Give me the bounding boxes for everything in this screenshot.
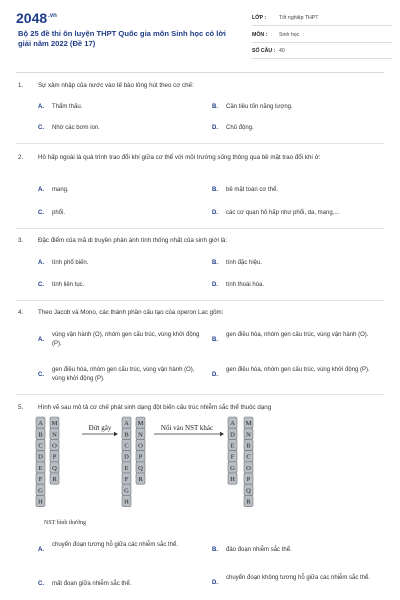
gene-label: F	[124, 476, 129, 484]
meta-subject	[252, 32, 299, 38]
gene-label: F	[230, 453, 235, 461]
question-number: 4.	[18, 309, 24, 316]
option-letter: B.	[212, 547, 218, 553]
gene-label: D	[38, 453, 43, 461]
option-letter: A.	[38, 187, 44, 193]
chromosome-2-result	[244, 417, 253, 507]
gene-label: G	[124, 487, 129, 495]
question-divider	[16, 300, 384, 301]
meta-subject-value: Sinh học	[279, 32, 300, 38]
option-text: vùng vận hành (O), nhóm gen cấu trúc, vùng khởi động (P).	[52, 332, 200, 347]
gene-label: Q	[246, 487, 251, 495]
option-b[interactable]	[212, 546, 382, 555]
option-c[interactable]	[38, 580, 198, 589]
gene-label: E	[230, 442, 235, 450]
logo-text: 2048	[16, 10, 48, 26]
option-letter: B.	[212, 187, 218, 193]
option-a[interactable]	[38, 331, 200, 349]
option-a[interactable]	[38, 541, 208, 559]
chromosome-2-normal	[50, 417, 59, 484]
option-letter: C.	[38, 372, 44, 378]
gene-label: B	[246, 442, 251, 450]
option-letter: B.	[212, 104, 218, 110]
gene-label: B	[38, 431, 43, 439]
gene-label: R	[138, 476, 143, 484]
gene-label: B	[124, 431, 129, 439]
gene-label: R	[246, 498, 251, 506]
option-a[interactable]	[38, 103, 198, 112]
option-text: tính phổ biến.	[52, 260, 89, 266]
gene-label: H	[124, 498, 129, 506]
page-title: Bộ 25 đề thi ôn luyện THPT Quốc gia môn Sinh học có lời giải năm 2022 (Đề 17)	[18, 29, 226, 48]
question-divider	[16, 394, 384, 395]
meta-count-value: 40	[279, 48, 285, 54]
option-text: phổi.	[52, 210, 66, 216]
diagram-caption: NST bình thường	[44, 520, 86, 526]
option-b[interactable]	[212, 259, 382, 268]
question-4	[18, 308, 388, 318]
question-1	[18, 81, 388, 91]
question-divider	[16, 143, 384, 144]
option-a[interactable]	[38, 259, 198, 268]
option-text: bề mặt toàn cơ thể.	[226, 187, 278, 193]
chromosome-diagram	[30, 414, 280, 530]
gene-label: N	[246, 431, 251, 439]
gene-label: M	[137, 420, 144, 428]
option-b[interactable]	[212, 103, 382, 112]
gene-label: C	[124, 442, 129, 450]
option-letter: A.	[38, 260, 44, 266]
option-d[interactable]	[212, 574, 387, 592]
gene-label: Q	[52, 464, 57, 472]
question-3	[18, 236, 388, 246]
gene-label: E	[38, 464, 43, 472]
option-text: tính thoái hóa.	[226, 282, 265, 288]
option-text: mang.	[52, 187, 69, 193]
option-letter: C.	[38, 282, 44, 288]
option-letter: D.	[212, 210, 218, 216]
question-text: Hình vẽ sau mô tả cơ chế phát sinh dạng đột biến cấu trúc nhiễm sắc thể thuộc dạng	[38, 404, 272, 411]
gene-label: D	[124, 453, 129, 461]
option-d[interactable]	[212, 124, 382, 133]
option-letter: C.	[38, 210, 44, 216]
meta-divider	[252, 42, 392, 43]
gene-label: G	[38, 487, 43, 495]
meta-class	[252, 15, 318, 21]
gene-label: P	[138, 453, 143, 461]
chromosome-1-broken	[122, 417, 131, 507]
gene-label: E	[124, 464, 129, 472]
gene-label: P	[246, 476, 251, 484]
gene-label: H	[38, 498, 43, 506]
option-letter: D.	[212, 125, 218, 131]
option-d[interactable]	[212, 209, 382, 218]
option-d[interactable]	[212, 281, 382, 290]
gene-label: C	[246, 453, 251, 461]
option-letter: A.	[38, 337, 44, 343]
option-text: Chủ động.	[226, 125, 254, 131]
gene-label: A	[124, 420, 129, 428]
gene-label: O	[138, 442, 143, 450]
gene-label: F	[38, 476, 43, 484]
question-divider	[16, 228, 384, 229]
question-2	[18, 153, 388, 173]
meta-panel	[252, 15, 392, 67]
gene-label: Q	[138, 464, 143, 472]
question-5	[18, 403, 388, 413]
option-letter: A.	[38, 547, 44, 553]
question-number: 5.	[18, 404, 24, 411]
meta-count	[252, 48, 285, 54]
option-letter: C.	[38, 581, 44, 587]
option-b[interactable]	[212, 331, 382, 349]
meta-class-value: Tốt nghiệp THPT	[279, 15, 319, 21]
logo-suffix: .vn	[48, 13, 57, 20]
gene-label: N	[138, 431, 143, 439]
option-d[interactable]	[212, 366, 382, 384]
meta-count-key: SỐ CÂU :	[252, 48, 276, 54]
gene-label: C	[38, 442, 43, 450]
gene-label: A	[38, 420, 43, 428]
gene-label: M	[51, 420, 58, 428]
option-text: đảo đoạn nhiễm sắc thể.	[226, 547, 292, 553]
option-letter: D.	[212, 580, 218, 586]
gene-label: H	[230, 476, 235, 484]
arrow-break-label: Đứt gãy	[88, 424, 112, 432]
question-number: 3.	[18, 237, 24, 244]
site-logo[interactable]	[16, 10, 57, 26]
question-text: Sự xâm nhập của nước vào tế bào lông hút theo cơ chế:	[38, 82, 194, 89]
option-letter: D.	[212, 372, 218, 378]
option-text: chuyển đoạn tương hỗ giữa các nhiễm sắc thể.	[52, 542, 179, 548]
meta-divider	[252, 58, 392, 59]
option-text: chuyển đoạn không tương hỗ giữa các nhiễm sắc thể.	[226, 575, 371, 581]
question-number: 2.	[18, 154, 24, 161]
option-c[interactable]	[38, 281, 198, 290]
option-letter: B.	[212, 337, 218, 343]
option-c[interactable]	[38, 124, 198, 133]
meta-divider	[252, 25, 392, 26]
gene-label: A	[230, 420, 235, 428]
option-text: Cần tiêu tốn năng lượng.	[226, 104, 293, 110]
option-letter: C.	[38, 125, 44, 131]
arrow-join-label: Nối vào NST khác	[160, 424, 214, 432]
option-text: tính đặc hiệu.	[226, 260, 263, 266]
question-text: Hô hấp ngoài là quá trình trao đổi khí giữa cơ thể với môi trường sống thông qua bề mặt trao đổi khí ở:	[38, 154, 321, 161]
chromosome-1-normal	[36, 417, 45, 507]
option-letter: B.	[212, 260, 218, 266]
option-text: gen điều hòa, nhóm gen cấu trúc, vùng vận hành (O), vùng khởi động (P).	[52, 367, 195, 382]
gene-label: R	[52, 476, 57, 484]
question-number: 1.	[18, 82, 24, 89]
gene-label: M	[245, 420, 252, 428]
option-c[interactable]	[38, 366, 200, 384]
option-text: các cơ quan hô hấp như phổi, da, mang,...	[226, 210, 340, 216]
option-text: Nhờ các bơm ion.	[52, 125, 100, 131]
gene-label: P	[52, 453, 57, 461]
option-text: mất đoạn giữa nhiễm sắc thể.	[52, 581, 132, 587]
arrow-join-head	[220, 432, 224, 436]
option-a[interactable]	[38, 186, 198, 195]
meta-subject-key: MÔN :	[252, 32, 268, 38]
chromosome-2-broken	[136, 417, 145, 484]
gene-label: O	[246, 464, 251, 472]
option-text: Thẩm thấu.	[52, 104, 83, 110]
meta-class-key: LỚP :	[252, 15, 267, 21]
gene-label: G	[230, 464, 235, 472]
gene-label: D	[230, 431, 235, 439]
option-letter: D.	[212, 282, 218, 288]
option-text: gen điều hòa, nhóm gen cấu trúc, vùng vận hành (O).	[226, 332, 369, 338]
gene-label: N	[52, 431, 57, 439]
option-c[interactable]	[38, 209, 198, 218]
question-text: Đặc điểm của mã di truyền phản ánh tính thống nhất của sinh giới là:	[38, 237, 228, 244]
arrow-break-head	[114, 432, 118, 436]
chromosome-1-result	[228, 417, 237, 484]
question-text: Theo Jacob và Mono, các thành phần cấu tạo của operon Lac gồm:	[38, 309, 224, 316]
option-letter: A.	[38, 104, 44, 110]
option-b[interactable]	[212, 186, 382, 195]
header-divider	[16, 72, 384, 73]
option-text: gen điều hòa, nhóm gen cấu trúc, vùng khởi động (P).	[226, 367, 370, 373]
gene-label: O	[52, 442, 57, 450]
option-text: tính liên tục.	[52, 282, 85, 288]
